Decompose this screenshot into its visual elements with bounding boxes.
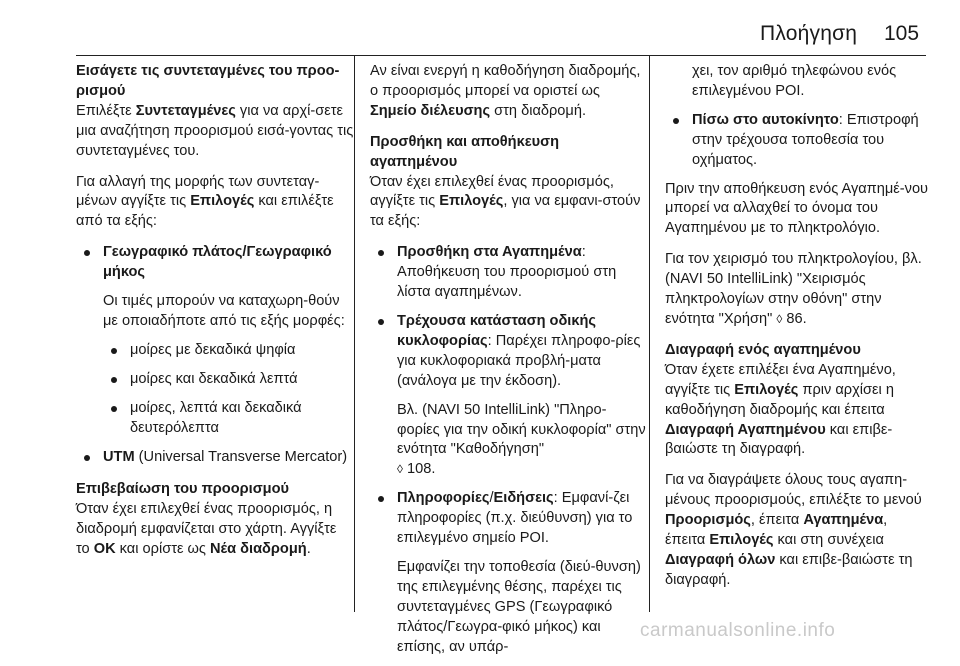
term-delete-favourite: Διαγραφή Αγαπημένου (665, 421, 826, 438)
list-item-text: Βλ. (NAVI 50 IntelliLink) "Πληρο-φορίες για την οδική κυκλοφορία" στην ενότητα "Καθοδήγηση" ◊ 108. (397, 401, 646, 478)
term-new-route: Νέα διαδρομή (210, 541, 307, 558)
confirm-section (76, 480, 354, 560)
list-item: UTM (Universal Transverse Mercator) (76, 448, 354, 468)
term-back-to-car: Πίσω στο αυτοκίνητο (692, 111, 839, 128)
list-item-text: Οι τιμές μπορούν να καταχωρη-θούν με οποιαδήποτε από τις εξής μορφές: (103, 293, 345, 329)
term-lat-long: Γεωγραφικό πλάτος/Γεωγραφικό μήκος (103, 244, 332, 281)
paragraph: Για τον χειρισμό του πληκτρολογίου, βλ. (NAVI 50 IntelliLink) "Χειρισμός πληκτρολογίων στην οθόνη" στην ενότητα "Χρήση" ◊ 86. (665, 251, 922, 327)
term-favourites: Αγαπημένα (803, 512, 884, 529)
column-2 (370, 62, 646, 666)
list-item-text: Εμφανίζει την τοποθεσία (διεύ-θυνση) της επιλεγμένης θέσης, παρέχει τις συντεταγμένες GPS (Γεωγραφικό πλάτος/Γεωγρα-φικό μήκος) και επίσης, αν υπάρ- (397, 558, 641, 655)
term-destination: Προορισμός (665, 512, 751, 529)
delete-section (665, 341, 931, 460)
paragraph: Επιλέξτε Συντεταγμένες για να αρχί-σετε μια αναζήτηση προορισμού εισά-γοντας τις συντεταγμένες του. (76, 102, 354, 159)
term-utm: UTM (103, 448, 135, 465)
term-add-favourites: Προσθήκη στα Αγαπημένα (397, 244, 582, 261)
term-options: Επιλογές (734, 381, 799, 398)
term-delete-all: Διαγραφή όλων (665, 551, 776, 568)
heading-confirm: Επιβεβαίωση του προορισμού (76, 481, 290, 498)
section-title: Πλοήγηση (760, 22, 858, 45)
column-divider-2 (649, 56, 650, 612)
sub-list-item: μοίρες και δεκαδικά λεπτά (103, 370, 354, 390)
paragraph: Πριν την αποθήκευση ενός Αγαπημέ-νου μπορεί να αλλαχθεί το όνομα του Αγαπημένου με το πληκτρολόγιο. (665, 180, 929, 237)
term-options: Επιλογές (709, 532, 774, 549)
paragraph: Όταν έχετε επιλέξει ένα Αγαπημένο, αγγίξτε τις Επιλογές πριν αρχίσει η καθοδήγηση διαδρομής και έπειτα Διαγραφή Αγαπημένου και επιβε-βαιώστε τη διαγραφή. (665, 361, 896, 458)
term-waypoint: Σημείο διέλευσης (370, 102, 491, 119)
page-header (0, 0, 960, 56)
favourite-section (370, 133, 646, 233)
sub-list-item: μοίρες, λεπτά και δεκαδικά δευτερόλεπτα (103, 399, 354, 439)
list-item (76, 243, 354, 438)
heading-delete-favourite: Διαγραφή ενός αγαπημένου (665, 341, 861, 358)
paragraph: Για να διαγράψετε όλους τους αγαπη-μένους προορισμούς, επιλέξτε το μενού Προορισμός, έπειτα Αγαπημένα, έπειτα Επιλογές και στη συνέχεια Διαγραφή όλων και επιβε-βαιώστε τη διαγραφή. (665, 472, 922, 588)
term-ok: OK (93, 541, 116, 558)
page-ref-icon: ◊ (397, 462, 403, 477)
list-item: Προσθήκη στα Αγαπημένα: Αποθήκευση του προορισμού στη λίστα αγαπημένων. (370, 243, 646, 303)
sub-list-item: μοίρες με δεκαδικά ψηφία (103, 341, 354, 361)
term-options: Επιλογές (439, 193, 504, 210)
heading-add-favourite: Προσθήκη και αποθήκευση αγαπημένου (370, 133, 560, 170)
term-coordinates: Συντεταγμένες (135, 102, 236, 119)
list-item: Τρέχουσα κατάσταση οδικής κυκλοφορίας: Παρέχει πληροφο-ρίες για κυκλοφοριακά προβλή-ματα (ανάλογα με την έκδοση). Βλ. (NAVI 50 IntelliLink) "Πληρο-φορίες για την οδική κυκλοφορία" στην ενότητα "Καθοδήγηση" ◊ 108. (370, 312, 646, 480)
column-1 (76, 62, 354, 560)
term-traffic: Τρέχουσα κατάσταση οδικής κυκλοφορίας (397, 312, 596, 349)
term-options: Επιλογές (190, 193, 255, 210)
list-item: Πίσω στο αυτοκίνητο: Επιστροφή στην τρέχουσα τοποθεσία του οχήματος. (665, 111, 931, 171)
term-info: Πληροφορίες (397, 490, 490, 507)
page-number: 105 (884, 22, 920, 45)
header-rule (76, 55, 926, 56)
heading-coordinates: Εισάγετε τις συντεταγμένες του προο-ρισμού (76, 63, 340, 99)
paragraph: Για αλλαγή της μορφής των συντεταγ-μένων αγγίξτε τις Επιλογές και επιλέξτε από τα εξής: (76, 173, 334, 230)
list-item-continued: χει, τον αριθμό τηλεφώνου ενός επιλεγμένου POI. (692, 63, 897, 99)
list-item: Πληροφορίες/Ειδήσεις: Εμφανί-ζει πληροφορίες (π.χ. διεύθυνση) για το επιλεγμένο σημείο POI. Εμφανίζει την τοποθεσία (διεύ-θυνση) της επιλεγμένης θέσης, παρέχει τις συντεταγμένες GPS (Γεωγραφικό πλάτος/Γεωγρα-φικό μήκος) και επίσης, αν υπάρ- (370, 489, 646, 657)
page-ref-icon: ◊ (776, 311, 783, 326)
paragraph: Όταν έχει επιλεχθεί ένας προορισμός, η διαδρομή εμφανίζεται στο χάρτη. Αγγίξτε το OK και ορίστε ως Νέα διαδρομή. (76, 501, 337, 558)
column-3 (665, 62, 931, 602)
term-news: Ειδήσεις (493, 490, 554, 507)
coordinates-section (76, 62, 354, 162)
paragraph: Όταν έχει επιλεχθεί ένας προορισμός, αγγίξτε τις Επιλογές, για να εμφανι-στούν τα εξής: (370, 173, 641, 230)
column-divider-1 (354, 56, 355, 612)
paragraph: Αν είναι ενεργή η καθοδήγηση διαδρομής, ο προορισμός μπορεί να οριστεί ως Σημείο διέλευσης στη διαδρομή. (370, 63, 641, 119)
watermark: carmanualsonline.info (640, 620, 836, 641)
